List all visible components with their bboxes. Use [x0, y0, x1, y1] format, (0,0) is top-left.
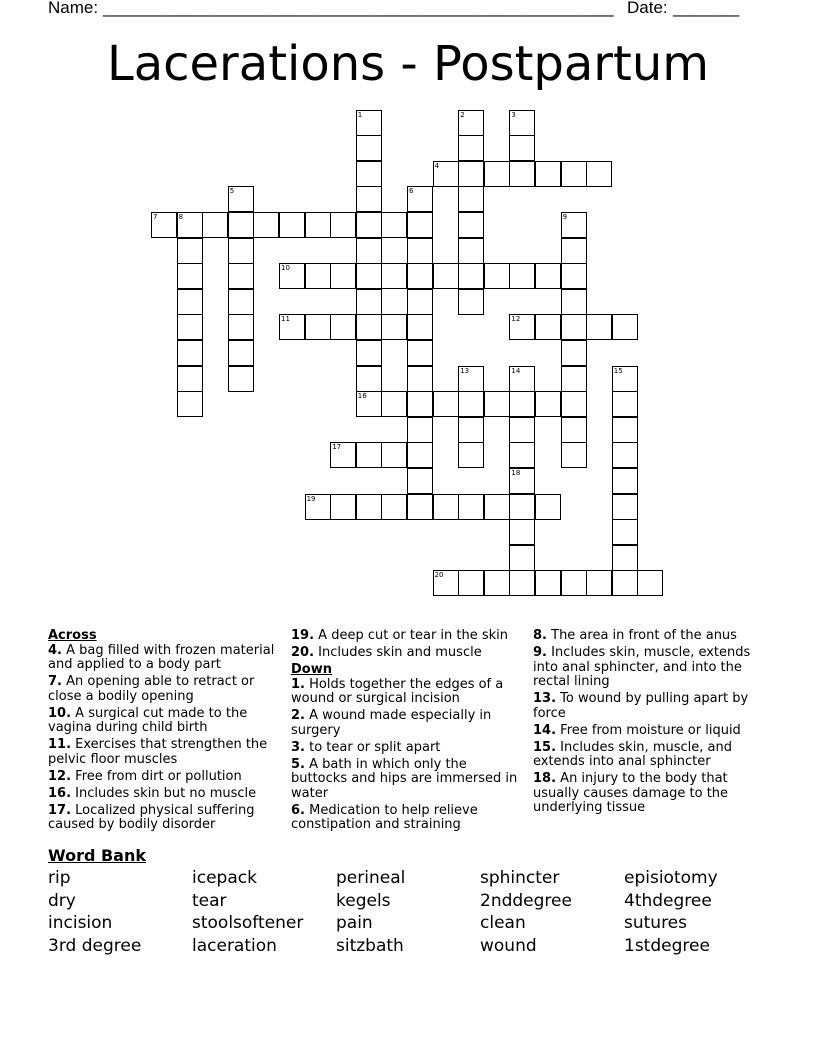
crossword-cell[interactable] [637, 570, 663, 596]
crossword-cell[interactable] [330, 212, 356, 238]
clue-down-9: 9. Includes skin, muscle, extends into anal sphincter, and into the rectal lining [533, 645, 751, 689]
word-bank-item: sitzbath [336, 935, 404, 956]
clue-across-12: 12. Free from dirt or pollution [48, 768, 242, 784]
word-bank-item: incision [48, 913, 113, 934]
word-bank-item: tear [192, 890, 227, 911]
clues-column-1 [48, 629, 280, 835]
crossword-cell[interactable] [151, 212, 177, 238]
crossword-cell[interactable] [612, 314, 638, 340]
crossword-cell[interactable] [381, 442, 407, 468]
clue-across-19: 19. A deep cut or tear in the skin [291, 628, 509, 643]
word-bank-item: 3rd degree [48, 935, 142, 956]
crossword-cell[interactable] [279, 212, 305, 238]
word-bank-item: 4thdegree [624, 890, 712, 911]
word-bank-item: sutures [624, 913, 688, 934]
crossword-cell[interactable] [612, 417, 638, 443]
crossword-cell[interactable] [433, 391, 459, 417]
crossword-cell[interactable] [535, 570, 561, 596]
name-line[interactable]: ______________________________________________________ [103, 0, 614, 17]
crossword-cell[interactable] [561, 366, 587, 392]
clue-down-2: 2. A wound made especially in surgery [291, 708, 492, 738]
crossword-cell[interactable] [561, 238, 587, 264]
crossword-cell[interactable] [381, 391, 407, 417]
crossword-cell[interactable] [484, 161, 510, 187]
clue-across-20: 20. Includes skin and muscle [291, 645, 482, 660]
crossword-cell[interactable] [561, 417, 587, 443]
crossword-cell[interactable] [561, 442, 587, 468]
crossword-cell[interactable] [407, 289, 433, 315]
crossword-cell[interactable] [586, 570, 612, 596]
cell-number: 3 [511, 110, 516, 119]
clue-down-6: 6. Medication to help relieve constipation and straining [291, 802, 478, 832]
crossword-cell[interactable] [612, 468, 638, 494]
crossword-cell[interactable] [612, 442, 638, 468]
clues-column-3 [533, 629, 768, 818]
crossword-cell[interactable] [305, 494, 331, 520]
crossword-cell[interactable] [407, 417, 433, 443]
crossword-cell[interactable] [228, 263, 254, 289]
word-bank-item: wound [480, 935, 537, 956]
crossword-cell[interactable] [356, 391, 382, 417]
crossword-cell[interactable] [228, 314, 254, 340]
crossword-cell[interactable] [458, 391, 484, 417]
crossword-cell[interactable] [305, 263, 331, 289]
crossword-cell[interactable] [509, 494, 535, 520]
crossword-cell[interactable] [535, 314, 561, 340]
crossword-cell[interactable] [509, 263, 535, 289]
cell-number: 5 [229, 187, 235, 196]
crossword-cell[interactable] [177, 263, 203, 289]
clue-across-11: 11. Exercises that strengthen the pelvic floor muscles [48, 737, 268, 767]
crossword-cell[interactable] [407, 238, 433, 264]
crossword-cell[interactable] [407, 366, 433, 392]
crossword-cell[interactable] [458, 110, 484, 136]
crossword-cell[interactable] [612, 494, 638, 520]
crossword-cell[interactable] [356, 442, 382, 468]
crossword-cell[interactable] [381, 263, 407, 289]
crossword-cell[interactable] [586, 161, 612, 187]
crossword-cell[interactable] [228, 340, 254, 366]
crossword-cell[interactable] [535, 263, 561, 289]
word-bank-item: kegels [336, 890, 391, 911]
date-label: Date: [627, 0, 668, 17]
word-bank-item: pain [336, 913, 373, 934]
crossword-cell[interactable] [484, 263, 510, 289]
clue-across-17: 17. Localized physical suffering caused by bodily disorder [48, 802, 255, 832]
crossword-cell[interactable] [509, 442, 535, 468]
crossword-cell[interactable] [484, 391, 510, 417]
crossword-cell[interactable] [458, 417, 484, 443]
cell-number: 13 [460, 366, 470, 375]
crossword-cell[interactable] [356, 212, 382, 238]
word-bank-item: perineal [336, 868, 406, 888]
crossword-cell[interactable] [561, 289, 587, 315]
crossword-cell[interactable] [356, 110, 382, 136]
cell-number: 14 [511, 366, 521, 375]
date-line[interactable]: _______ [673, 0, 740, 17]
crossword-cell[interactable] [202, 212, 228, 238]
crossword-cell[interactable] [458, 442, 484, 468]
crossword-cell[interactable] [433, 161, 459, 187]
crossword-cell[interactable] [177, 340, 203, 366]
crossword-cell[interactable] [177, 212, 203, 238]
across-heading: Across [48, 628, 97, 643]
crossword-cell[interactable] [356, 161, 382, 187]
crossword-cell[interactable] [330, 314, 356, 340]
cell-number: 15 [613, 366, 623, 375]
crossword-cell[interactable] [305, 314, 331, 340]
crossword-cell[interactable] [356, 494, 382, 520]
crossword-cell[interactable] [177, 289, 203, 315]
crossword-cell[interactable] [458, 263, 484, 289]
crossword-cell[interactable] [509, 366, 535, 392]
crossword-cell[interactable] [484, 494, 510, 520]
crossword-cell[interactable] [561, 314, 587, 340]
page-title: Lacerations - Postpartum [106, 36, 710, 92]
word-bank-item: stoolsoftener [192, 913, 304, 934]
cell-number: 6 [409, 187, 414, 196]
cell-number: 16 [357, 392, 367, 401]
crossword-cell[interactable] [509, 570, 535, 596]
cell-number: 8 [178, 212, 184, 221]
crossword-cell[interactable] [561, 391, 587, 417]
crossword-cell[interactable] [458, 289, 484, 315]
crossword-cell[interactable] [612, 570, 638, 596]
crossword-cell[interactable] [356, 366, 382, 392]
crossword-cell[interactable] [177, 366, 203, 392]
crossword-cell[interactable] [356, 263, 382, 289]
crossword-cell[interactable] [228, 186, 254, 212]
cell-number: 7 [153, 212, 158, 221]
crossword-cell[interactable] [612, 366, 638, 392]
clue-across-10: 10. A surgical cut made to the vagina during child birth [48, 705, 248, 735]
cell-number: 19 [306, 494, 316, 503]
name-label: Name: [48, 0, 99, 17]
crossword-cell[interactable] [433, 263, 459, 289]
crossword-cell[interactable] [381, 494, 407, 520]
crossword-cell[interactable] [612, 519, 638, 545]
crossword-cell[interactable] [458, 135, 484, 161]
cell-number: 20 [434, 571, 444, 580]
crossword-cell[interactable] [330, 442, 356, 468]
crossword-cell[interactable] [305, 212, 331, 238]
clue-down-15: 15. Includes skin, muscle, and extends into anal sphincter [533, 739, 732, 769]
crossword-cell[interactable] [458, 212, 484, 238]
crossword-cell[interactable] [407, 263, 433, 289]
word-bank-title: Word Bank [48, 846, 147, 865]
clues-column-2 [291, 629, 523, 835]
cell-number: 10 [281, 264, 290, 273]
crossword-cell[interactable] [509, 110, 535, 136]
crossword-cell[interactable] [356, 238, 382, 264]
word-bank-column [192, 867, 303, 957]
crossword-cell[interactable] [228, 238, 254, 264]
word-bank-item: 1stdegree [624, 935, 710, 956]
word-bank-item: rip [48, 868, 71, 888]
crossword-cell[interactable] [535, 161, 561, 187]
crossword-cell[interactable] [407, 340, 433, 366]
crossword-cell[interactable] [356, 135, 382, 161]
crossword-cell[interactable] [612, 391, 638, 417]
crossword-cell[interactable] [458, 570, 484, 596]
crossword-cell[interactable] [509, 314, 535, 340]
crossword-cell[interactable] [279, 314, 305, 340]
crossword-cell[interactable] [509, 468, 535, 494]
crossword-cell[interactable] [228, 289, 254, 315]
crossword-cell[interactable] [177, 391, 203, 417]
crossword-cell[interactable] [586, 314, 612, 340]
crossword-cell[interactable] [561, 161, 587, 187]
word-bank-column [480, 867, 572, 957]
crossword-cell[interactable] [177, 238, 203, 264]
crossword-cell[interactable] [535, 494, 561, 520]
word-bank-column [48, 867, 141, 957]
down-heading: Down [291, 662, 332, 677]
crossword-cell[interactable] [458, 494, 484, 520]
cell-number: 11 [281, 315, 290, 324]
crossword-cell[interactable] [279, 263, 305, 289]
cell-number: 1 [357, 110, 363, 119]
clue-down-14: 14. Free from moisture or liquid [533, 722, 741, 738]
cell-number: 17 [332, 443, 342, 452]
crossword-cell[interactable] [228, 212, 254, 238]
crossword-cell[interactable] [407, 442, 433, 468]
word-bank-item: 2nddegree [480, 890, 572, 911]
crossword-cell[interactable] [509, 161, 535, 187]
word-bank-column [624, 867, 718, 957]
word-bank-column [336, 867, 405, 957]
cell-number: 2 [460, 110, 465, 119]
crossword-cell[interactable] [561, 340, 587, 366]
clue-down-18: 18. An injury to the body that usually causes damage to the underlying tissue [533, 771, 729, 815]
crossword-cell[interactable] [381, 212, 407, 238]
crossword-cell[interactable] [228, 366, 254, 392]
cell-number: 9 [562, 212, 568, 221]
crossword-cell[interactable] [433, 494, 459, 520]
crossword-cell[interactable] [458, 186, 484, 212]
crossword-cell[interactable] [407, 468, 433, 494]
crossword-cell[interactable] [407, 494, 433, 520]
clue-down-3: 3. to tear or split apart [291, 739, 441, 755]
cell-number: 18 [511, 468, 521, 477]
clue-across-16: 16. Includes skin but no muscle [48, 785, 257, 801]
crossword-cell[interactable] [509, 135, 535, 161]
crossword-cell[interactable] [458, 161, 484, 187]
crossword-cell[interactable] [509, 545, 535, 571]
crossword-cell[interactable] [407, 186, 433, 212]
crossword-cell[interactable] [356, 186, 382, 212]
crossword-cell[interactable] [561, 263, 587, 289]
word-bank-item: dry [48, 890, 76, 911]
crossword-cell[interactable] [612, 545, 638, 571]
clue-across-7: 7. An opening able to retract or close a bodily opening [48, 674, 255, 704]
crossword-cell[interactable] [330, 263, 356, 289]
crossword-cell[interactable] [509, 519, 535, 545]
crossword-cell[interactable] [356, 314, 382, 340]
crossword-cell[interactable] [253, 212, 279, 238]
crossword-cell[interactable] [458, 238, 484, 264]
word-bank-item: laceration [192, 935, 277, 956]
crossword-cell[interactable] [407, 212, 433, 238]
crossword-cell[interactable] [561, 570, 587, 596]
cell-number: 4 [434, 161, 440, 170]
crossword-cell[interactable] [509, 417, 535, 443]
word-bank-item: sphincter [480, 868, 560, 888]
word-bank-item: icepack [192, 868, 257, 888]
clue-down-5: 5. A bath in which only the buttocks and hips are immersed in water [291, 756, 518, 801]
clue-across-4: 4. A bag filled with frozen material and applied to a body part [48, 642, 275, 672]
word-bank-item: clean [480, 913, 526, 934]
crossword-cell[interactable] [356, 289, 382, 315]
crossword-cell[interactable] [458, 366, 484, 392]
crossword-cell[interactable] [561, 212, 587, 238]
crossword-cell[interactable] [433, 570, 459, 596]
crossword-cell[interactable] [330, 494, 356, 520]
crossword-cell[interactable] [381, 314, 407, 340]
word-bank-item: episiotomy [624, 868, 718, 888]
crossword-cell[interactable] [535, 391, 561, 417]
crossword-cell[interactable] [356, 340, 382, 366]
clue-down-13: 13. To wound by pulling apart by force [533, 691, 749, 721]
crossword-cell[interactable] [484, 570, 510, 596]
cell-number: 12 [511, 315, 521, 324]
crossword-cell[interactable] [177, 314, 203, 340]
crossword-cell[interactable] [407, 391, 433, 417]
crossword-cell[interactable] [509, 391, 535, 417]
clue-down-8: 8. The area in front of the anus [533, 628, 737, 643]
crossword-cell[interactable] [407, 314, 433, 340]
clue-down-1: 1. Holds together the edges of a wound or surgical incision [291, 676, 504, 706]
